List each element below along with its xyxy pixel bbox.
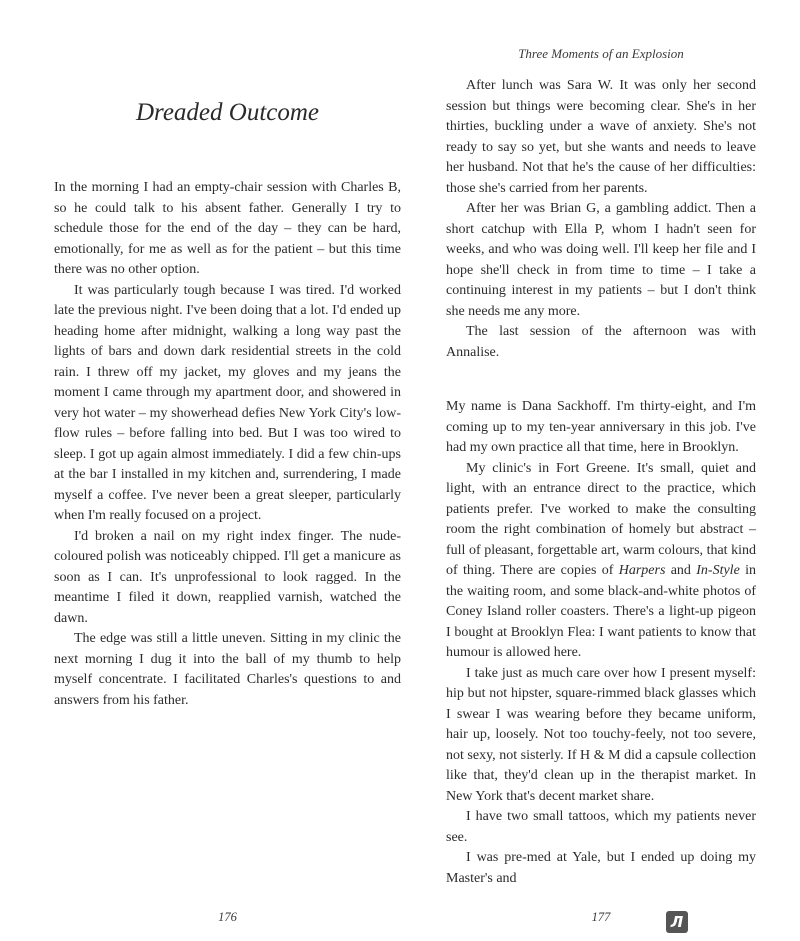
page-number-right: 177 xyxy=(591,910,611,924)
left-footer xyxy=(54,901,401,941)
watermark-logo-icon: Л xyxy=(666,911,688,933)
paragraph: In the morning I had an empty-chair session with Charles B, so he could talk to his absent father. Generally I try to schedule those for the end of the day – they can be hard, emotionally, for me as well as for the patient – but this time there was no other option. xyxy=(54,180,401,277)
italic-title-instyle: In-Style xyxy=(696,563,740,578)
italic-title-harpers: Harpers xyxy=(618,563,666,578)
paragraph: I take just as much care over how I present myself: hip but not hipster, square-rimmed black glasses which I swear I was wearing before they became uniform, hair up, loosely. Not too touchy-feely, not too severe, not sexy, not sisterly. If H & M did a capsule collection like that, they'd clean up in the therapist market. In New York that's decent market share. xyxy=(446,665,756,804)
paragraph: I'd broken a nail on my right index finger. The nude-coloured polish was noticeably chipped. I'll get a manicure as soon as I can. It's unprofessional to look ragged. In the meantime I filed it down, reapplied varnish, watched the dawn. xyxy=(54,528,401,626)
paragraph: The last session of the afternoon was with Annalise. xyxy=(446,324,756,360)
right-body-section-1 xyxy=(446,76,756,363)
text-run: in the waiting room, and some black-and-white photos of Coney Island roller coasters. There's a light-up pigeon I bought at Brooklyn Flea: I want patients to know that humour is allowed here. xyxy=(446,563,756,660)
left-body-text xyxy=(54,178,401,711)
chapter-title: Dreaded Outcome xyxy=(135,99,320,126)
running-head: Three Moments of an Explosion xyxy=(518,46,684,61)
right-footer xyxy=(446,901,756,941)
paragraph-with-italics xyxy=(446,459,756,664)
paragraph: After lunch was Sara W. It was only her second session but things were becoming clear. She's in her thirties, buckling under a wave of anxiety. She's not ready to say so yet, but she wants and needs to leave her husband. Not that he's the cause of her difficulties: those she's carried from her parents. xyxy=(446,78,756,196)
paragraph: I was pre-med at Yale, but I ended up doing my Master's and xyxy=(446,850,756,886)
paragraph: My name is Dana Sackhoff. I'm thirty-eight, and I'm coming up to my ten-year anniversary in this job. I've had my own practice all that time, here in Brooklyn. xyxy=(446,399,756,455)
paragraph: I have two small tattoos, which my patients never see. xyxy=(446,809,756,845)
text-run: and xyxy=(665,563,697,578)
right-body-section-2 xyxy=(446,397,756,889)
page-number-left: 176 xyxy=(218,910,237,924)
right-page xyxy=(410,0,800,941)
paragraph: It was particularly tough because I was tired. I'd worked late the previous night. I've been doing that a lot. I'd ended up heading home after midnight, walking a long way past the lights of bars and down dark residential streets in the cold rain. I threw off my jacket, my gloves and my jeans the moment I came through my apartment door, and showered in very hot water – my showerhead defies New York City's low-flow rules – before falling into bed. But I was too wired to sleep. I got up again almost immediately. I did a few chin-ups at the bar I installed in my kitchen and, surrendering, I made myself a coffee. I've never been a great sleeper, particularly when I'm really focused on a project. xyxy=(54,282,401,523)
spacer xyxy=(446,889,756,901)
paragraph: The edge was still a little uneven. Sitting in my clinic the next morning I dug it into the ball of my thumb to help myself concentrate. I facilitated Charles's questions to and answers from his father. xyxy=(54,631,401,708)
text-run: My clinic's in Fort Greene. It's small, quiet and light, with an entrance direct to the practice, which patients prefer. I've worked to make the consulting room the right combination of homely but abstract – full of pleasant, forgettable art, warm colours, that kind of thing. There are copies of xyxy=(446,460,756,578)
paragraph: After her was Brian G, a gambling addict. Then a short catchup with Ella P, whom I hadn't seen for weeks, and who was doing well. I'll keep her file and I hope she'll check in from time to time – I take a continuing interest in my patients – but I don't think she needs me any more. xyxy=(446,201,756,319)
spacer xyxy=(54,711,401,901)
